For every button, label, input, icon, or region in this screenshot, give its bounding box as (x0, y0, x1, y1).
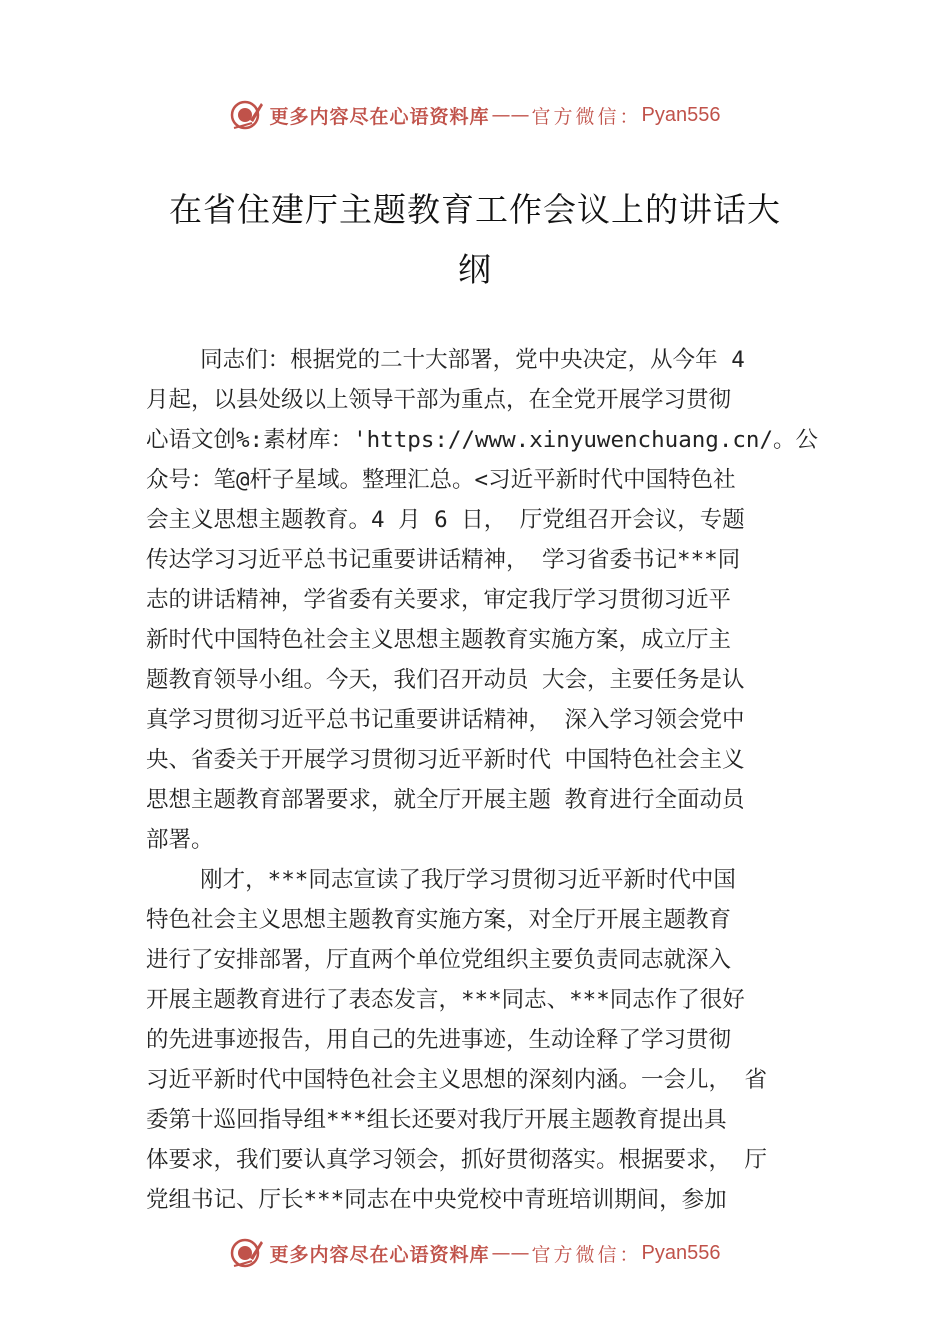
banner-wechat-label: 官方微信： (531, 1243, 642, 1266)
text-line: 真学习贯彻习近平总书记重要讲话精神， 深入学习领会党中 (146, 707, 745, 733)
text-line: 众号：笔@杆子星域。整理汇总。<习近平新时代中国特色社 (146, 467, 736, 493)
text-line: 进行了安排部署，厅直两个单位党组织主要负责同志就深入 (146, 947, 732, 973)
text-line: 开展主题教育进行了表态发言，***同志、***同志作了很好 (146, 987, 745, 1013)
pen-logo-icon (230, 1236, 264, 1270)
document-body (146, 340, 822, 1220)
banner-brand-text: 更多内容尽在心语资料库 (269, 1243, 490, 1266)
banner-wechat-label: 官方微信： (531, 105, 642, 128)
text-line: 央、省委关于开展学习贯彻习近平新时代 中国特色社会主义 (146, 747, 745, 773)
paragraph-1 (146, 340, 822, 860)
banner-wechat-id: Pyan556 (641, 103, 721, 126)
text-line: 题教育领导小组。今天，我们召开动员 大会，主要任务是认 (146, 667, 745, 693)
title-line: 在省住建厅主题教育工作会议上的讲话大 (169, 190, 781, 229)
title-line: 纲 (458, 250, 492, 289)
text-line: 新时代中国特色社会主义思想主题教育实施方案，成立厅主 (146, 627, 732, 653)
text-line: 体要求，我们要认真学习领会，抓好贯彻落实。根据要求， 厅 (146, 1147, 768, 1173)
text-line: 月起，以县处级以上领导干部为重点，在全党开展学习贯彻 (146, 387, 732, 413)
text-line: 的先进事迹报告，用自己的先进事迹，生动诠释了学习贯彻 (146, 1027, 732, 1053)
text-line: 委第十巡回指导组***组长还要对我厅开展主题教育提出具 (146, 1107, 727, 1133)
banner-brand-text: 更多内容尽在心语资料库 (269, 105, 490, 128)
banner-separator: —— (491, 1242, 530, 1264)
text-line: 特色社会主义思想主题教育实施方案，对全厅开展主题教育 (146, 907, 732, 933)
header-watermark-banner (0, 95, 950, 135)
text-line: 党组书记、厅长***同志在中央党校中青班培训期间，参加 (146, 1187, 727, 1213)
footer-watermark-banner (0, 1233, 950, 1273)
pen-logo-icon (230, 98, 264, 132)
document-title (140, 180, 810, 300)
text-line: 习近平新时代中国特色社会主义思想的深刻内涵。一会儿， 省 (146, 1067, 768, 1093)
banner-separator: —— (491, 104, 530, 126)
text-line: 同志们：根据党的二十大部署，党中央决定，从今年 4 (146, 347, 745, 373)
text-line: 思想主题教育部署要求，就全厅开展主题 教育进行全面动员 (146, 787, 745, 813)
text-line: 传达学习习近平总书记重要讲话精神， 学习省委书记***同 (146, 547, 741, 573)
text-line: 刚才，***同志宣读了我厅学习贯彻习近平新时代中国 (146, 867, 736, 893)
banner-wechat-id: Pyan556 (641, 1241, 721, 1264)
text-line: 部署。 (146, 827, 214, 853)
text-line: 心语文创%:素材库：'https://www.xinyuwenchuang.cn/。公 (146, 427, 819, 453)
paragraph-2 (146, 860, 822, 1220)
text-line: 志的讲话精神，学省委有关要求，审定我厅学习贯彻习近平 (146, 587, 732, 613)
text-line: 会主义思想主题教育。4 月 6 日， 厅党组召开会议，专题 (146, 507, 745, 533)
